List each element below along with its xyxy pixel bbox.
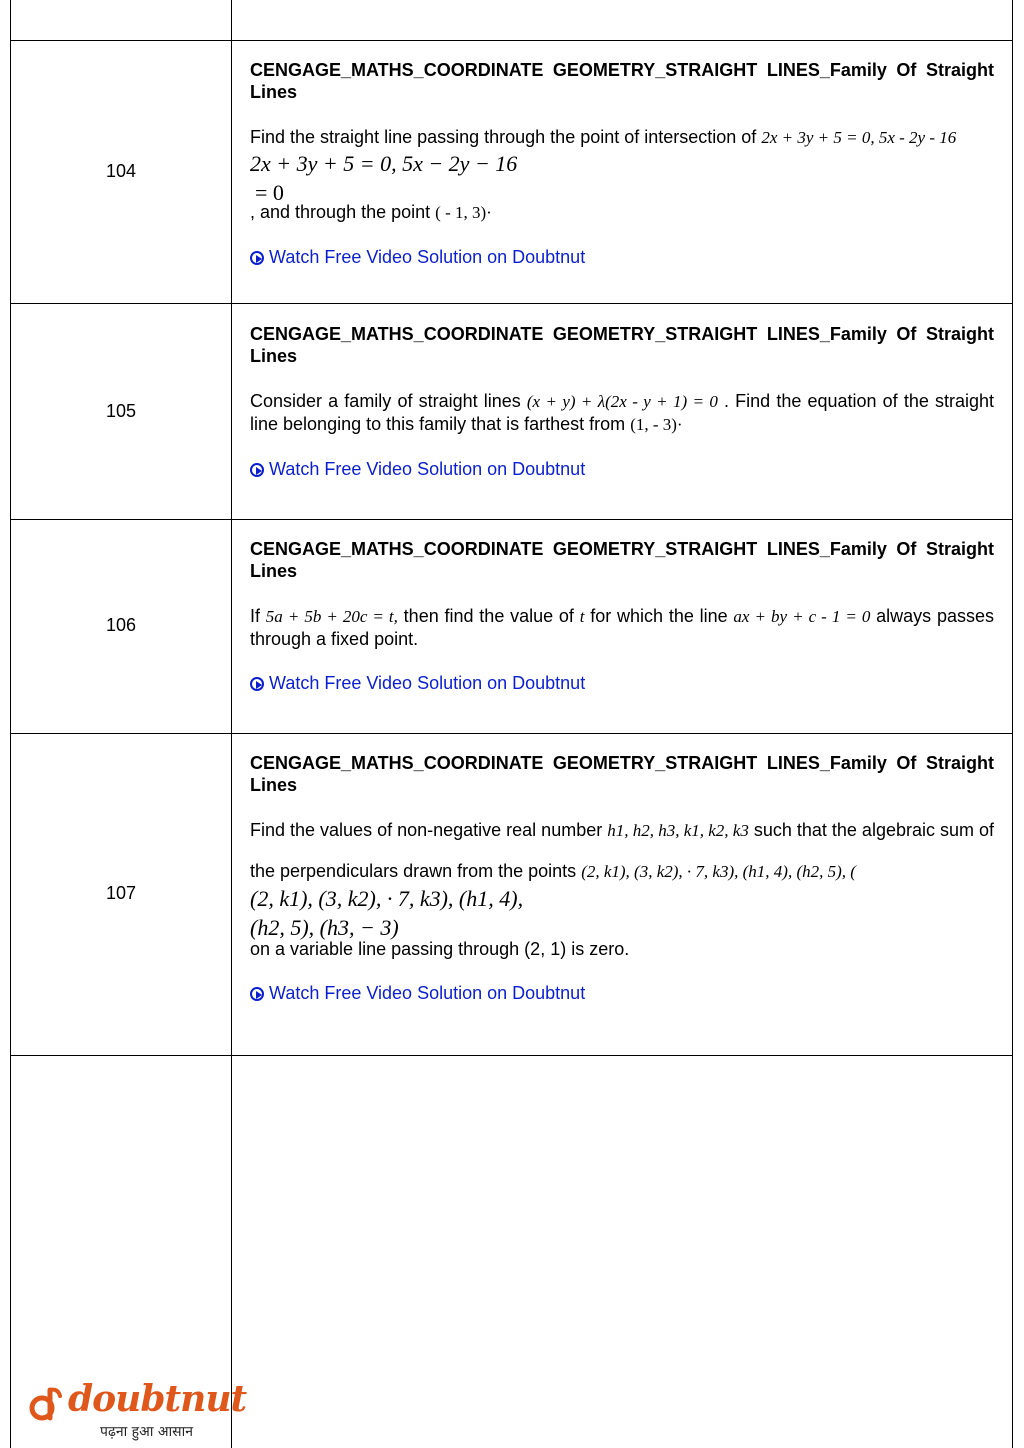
play-circle-icon [250,677,264,691]
row-divider [10,40,1013,41]
table-column-divider [231,0,232,1448]
display-equation: 2x + 3y + 5 = 0, 5x − 2y − 16 [250,151,518,176]
question-text: Consider a family of straight lines (x + y) + λ(2x - y + 1) = 0 . Find the equation of the straight line belonging to this family that is farthest from (1, - 3)· [250,391,994,434]
row-divider [10,519,1013,520]
watch-video-link[interactable]: Watch Free Video Solution on Doubtnut [250,458,994,480]
question-number: 105 [105,401,137,421]
table-border-left [10,0,11,1448]
play-circle-icon [250,251,264,265]
logo-tagline: पढ़ना हुआ आसान [100,1424,194,1440]
question-text: on a variable line passing through (2, 1) is zero. [250,939,630,959]
logo-wordmark: doubtnut [68,1378,247,1420]
question-heading: CENGAGE_MATHS_COORDINATE GEOMETRY_STRAIGHT LINES_Family Of Straight Lines [250,324,994,366]
question-number: 107 [105,883,137,903]
question-cell [250,59,994,268]
watch-video-link[interactable]: Watch Free Video Solution on Doubtnut [250,246,994,268]
question-text: Find the straight line passing through the point of intersection of 2x + 3y + 5 = 0, 5x - 2y - 16 [250,127,957,147]
row-divider [10,733,1013,734]
question-cell [250,752,994,1004]
question-number: 104 [105,161,137,181]
row-divider [10,1055,1013,1056]
question-number: 106 [105,615,137,635]
question-cell [250,323,994,480]
display-equation: (h2, 5), (h3, − 3) [250,915,399,940]
question-heading: CENGAGE_MATHS_COORDINATE GEOMETRY_STRAIGHT LINES_Family Of Straight Lines [250,60,994,102]
doubtnut-logo-icon [28,1384,64,1424]
table-border-right [1012,0,1013,1448]
watch-video-link[interactable]: Watch Free Video Solution on Doubtnut [250,672,994,694]
play-circle-icon [250,463,264,477]
question-text: , and through the point ( - 1, 3)· [250,202,492,222]
question-text: Find the values of non-negative real number h1, h2, h3, k1, k2, k3 such that the algebraic sum of the perpendiculars drawn from the points (2, k1), (3, k2), · 7, k3), (h1, 4), (h2, 5), ( [250,820,994,881]
watch-video-link[interactable]: Watch Free Video Solution on Doubtnut [250,982,994,1004]
question-heading: CENGAGE_MATHS_COORDINATE GEOMETRY_STRAIGHT LINES_Family Of Straight Lines [250,753,994,795]
display-equation: (2, k1), (3, k2), · 7, k3), (h1, 4), [250,886,524,911]
question-text: If 5a + 5b + 20c = t, then find the value of t for which the line ax + by + c - 1 = 0 always passes through a fixed point. [250,606,994,649]
play-circle-icon [250,987,264,1001]
display-equation: = 0 [255,180,284,205]
doubtnut-logo [28,1378,247,1444]
question-cell [250,538,994,694]
row-divider [10,303,1013,304]
question-heading: CENGAGE_MATHS_COORDINATE GEOMETRY_STRAIGHT LINES_Family Of Straight Lines [250,539,994,581]
